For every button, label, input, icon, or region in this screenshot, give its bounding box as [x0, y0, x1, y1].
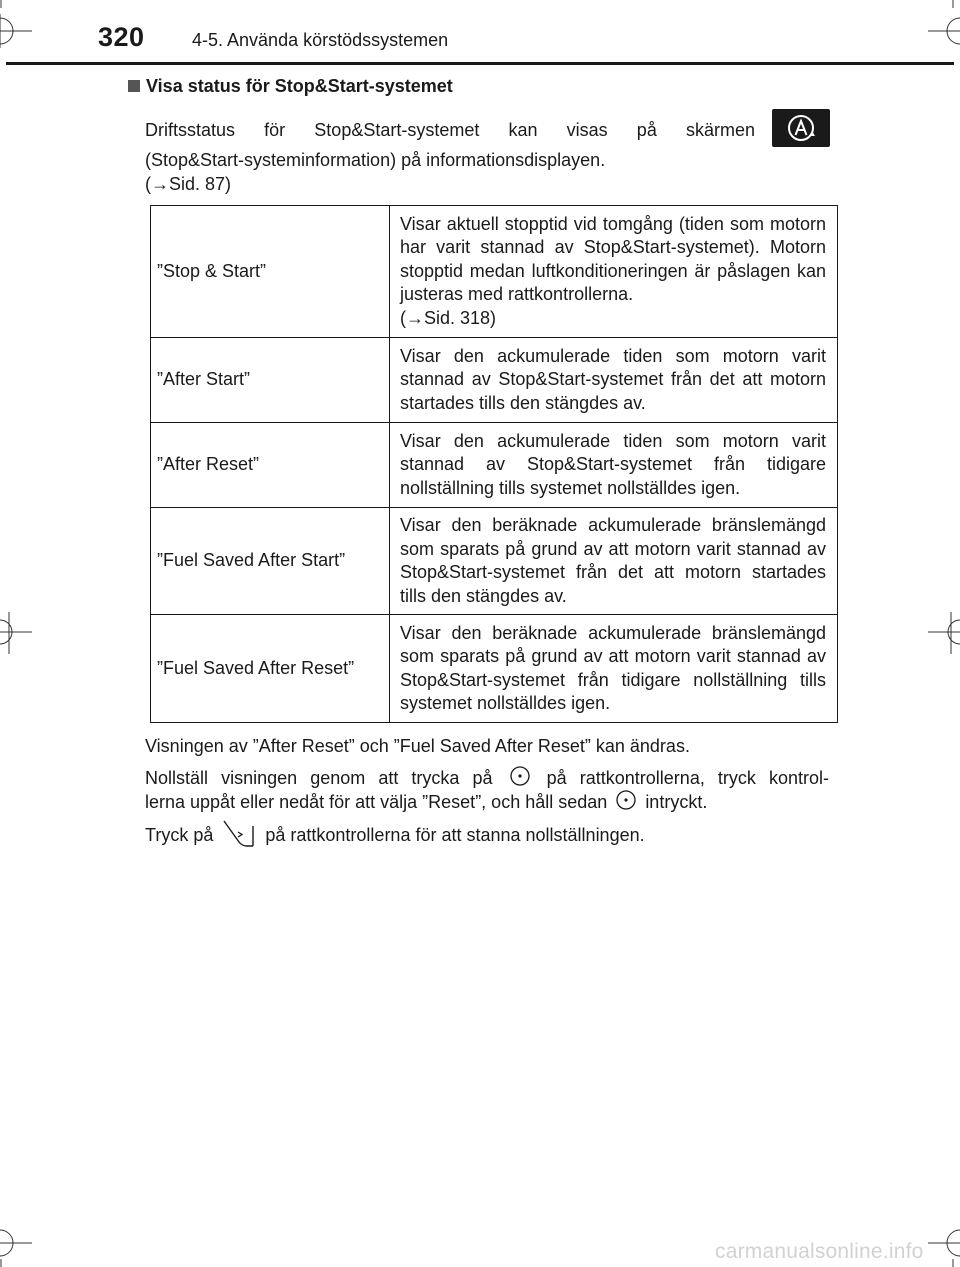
header-divider [6, 62, 954, 65]
table-row [151, 615, 838, 723]
registration-mark-bottom-left [0, 1215, 40, 1267]
page-number: 320 [98, 22, 145, 52]
table-row-name: ”Fuel Saved After Start” [151, 508, 390, 615]
section-title: 4-5. Använda körstödssystemen [192, 30, 449, 50]
back-button-icon [218, 818, 260, 854]
reference-page-text: Sid. 87) [169, 174, 232, 194]
stop-text-part-2: på rattkontrollerna för att stanna nollställningen. [265, 824, 645, 845]
stop-text-part-1: Tryck på [145, 824, 214, 845]
reference-open-paren: ( [145, 174, 151, 194]
table-row-name: ”After Reset” [151, 423, 390, 508]
change-display-note: Visningen av ”After Reset” och ”Fuel Saved After Reset” kan ändras. [145, 736, 690, 756]
registration-mark-mid-right [920, 610, 960, 656]
watermark-text: carmanualsonline.info [715, 1240, 924, 1263]
registration-mark-top-left [0, 0, 40, 50]
table-row-name: ”Stop & Start” [151, 206, 390, 338]
reset-text-part-1: Nollställ visningen genom att trycka på [145, 767, 493, 788]
intro-line-2: (Stop&Start-systeminformation) på informationsdisplayen. [145, 150, 606, 170]
section-heading-text: Visa status för Stop&Start-systemet [146, 76, 453, 96]
table-row-name: ”After Start” [151, 338, 390, 423]
table-row-name: ”Fuel Saved After Reset” [151, 615, 390, 723]
arrow-right-icon: → [406, 307, 424, 328]
table-row-description: Visar den beräknade ackumulerade bränslemängd som sparats på grund av att motorn varit stannad av Stop&Start-systemet från tidigare nollställning tills systemet nollställdes igen. [390, 615, 838, 723]
registration-mark-mid-left [0, 610, 40, 656]
table-row-description: Visar den ackumulerade tiden som motorn varit stannad av Stop&Start-systemet från det att motorn startades tills den stängdes av. [390, 338, 838, 423]
reset-text-part-2: på rattkontrollerna, tryck kontrol- [546, 767, 829, 788]
registration-mark-bottom-right [920, 1215, 960, 1267]
stop-reset-instruction [145, 818, 645, 854]
table-row [151, 508, 838, 615]
reset-text-part-4: intryckt. [645, 791, 708, 812]
table-row [151, 206, 838, 338]
ok-button-icon [612, 788, 640, 818]
reset-instruction-line-2 [145, 788, 707, 818]
square-bullet-icon [128, 80, 140, 92]
registration-mark-top-right [920, 0, 960, 50]
table-row-description: Visar den beräknade ackumulerade bränslemängd som sparats på grund av att motorn varit stannad av Stop&Start-systemet från det att motorn startades tills den stängdes av. [390, 508, 838, 615]
table-row-description [390, 206, 838, 338]
table-row-description: Visar den ackumulerade tiden som motorn varit stannad av Stop&Start-systemet från tidigare nollställning tills systemet nollställdes igen. [390, 423, 838, 508]
reset-text-part-3: lerna uppåt eller nedåt för att välja ”Reset”, och håll sedan [145, 791, 608, 812]
arrow-right-icon: → [151, 174, 169, 194]
status-table [150, 205, 838, 723]
assist-a-display-icon [772, 109, 830, 147]
intro-line-1: Driftsstatus för Stop&Start-systemet kan visas på skärmen [145, 120, 755, 140]
description-page-reference[interactable] [400, 307, 826, 331]
table-row [151, 423, 838, 508]
description-text: Visar aktuell stopptid vid tomgång (tiden som motorn har varit stannad av Stop&Start-systemet). Motorn stopptid medan luftkonditioneringen är påslagen kan justeras med rattkontrollerna. [400, 213, 826, 305]
reference-open-paren: ( [400, 307, 406, 328]
reference-page-text: Sid. 318) [424, 307, 497, 328]
section-heading [128, 76, 453, 97]
intro-page-reference[interactable] [145, 172, 231, 196]
table-row [151, 338, 838, 423]
